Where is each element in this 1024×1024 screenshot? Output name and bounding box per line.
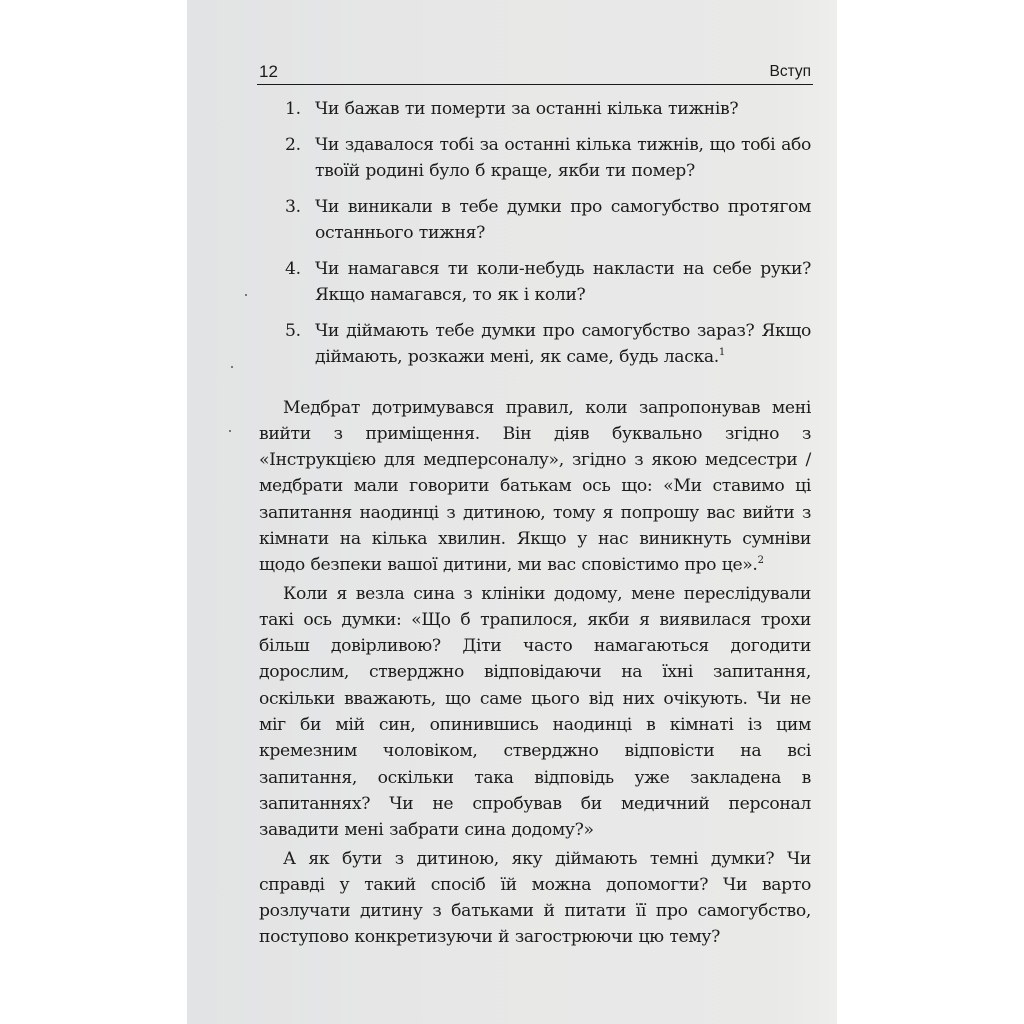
- book-page: [187, 0, 837, 1024]
- paragraph-text: А як бути з дитиною, яку діймають темні думки? Чи справді у такий спосіб їй можна допомогти? Чи варто розлучати дитину з батьками й питати її про самогубство, поступово конкретизуючи й загострюючи цю тему?: [259, 848, 811, 948]
- question-text: Чи бажав ти померти за останні кілька тижнів?: [315, 99, 739, 119]
- footnote-marker: 1: [718, 347, 725, 358]
- running-head: [257, 60, 813, 85]
- paragraph-text: Медбрат дотримувався правил, коли запропонував мені вийти з приміщення. Він діяв буквально згідно з «Інструкцією для медперсоналу», згідно з якою медсестри / медбрати мали говорити батькам ось що: «Ми ставимо ці запитання наодинці з дитиною, тому я попрошу вас вийти з кімнати на кілька хвилин. Якщо у нас виникнуть сумніви щодо безпеки вашої дитини, ми вас сповістимо про це».: [259, 397, 811, 576]
- page-content: [259, 96, 811, 951]
- paragraph: [259, 395, 811, 579]
- paper-speck: [245, 294, 247, 296]
- question-text: Чи діймають тебе думки про самогубство зараз? Якщо діймають, розкажи мені, як саме, будь ласка.: [315, 320, 811, 367]
- footnote-marker: 2: [757, 555, 764, 567]
- question-item: [285, 318, 811, 371]
- question-item: [285, 256, 811, 309]
- question-item: [285, 96, 811, 123]
- question-text: Чи намагався ти коли-небудь накласти на себе руки? Якщо намагався, то як і коли?: [315, 258, 811, 305]
- question-number: 1.: [285, 99, 301, 119]
- question-item: [285, 132, 811, 185]
- paper-speck: [229, 430, 231, 432]
- paragraph: [259, 581, 811, 844]
- question-number: 3.: [285, 196, 301, 217]
- paragraph: [259, 846, 811, 951]
- paper-speck: [231, 366, 233, 368]
- question-list: [285, 96, 811, 371]
- question-number: 5.: [285, 320, 301, 341]
- section-title: Вступ: [769, 63, 811, 80]
- question-item: [285, 194, 811, 247]
- question-text: Чи виникали в тебе думки про самогубство протягом останнього тижня?: [315, 196, 811, 243]
- paragraph-text: Коли я везла сина з клініки додому, мене переслідували такі ось думки: «Що б трапилося, якби я виявилася трохи більш довірливою? Діти часто намагаються догодити дорослим, стверджно відповідаючи на їхні запитання, оскільки вважають, що саме цього від них очікують. Чи не міг би мій син, опинившись наодинці в кімнаті із цим кремезним чоловіком, стверджно відповісти на всі запитання, оскільки така відповідь уже закладена в запитаннях? Чи не спробував би медичний персонал завадити мені забрати сина додому?»: [259, 583, 811, 841]
- page-number: 12: [259, 62, 278, 81]
- question-number: 2.: [285, 134, 301, 155]
- question-text: Чи здавалося тобі за останні кілька тижнів, що тобі або твоїй родині було б краще, якби ти помер?: [315, 134, 811, 181]
- question-number: 4.: [285, 258, 301, 279]
